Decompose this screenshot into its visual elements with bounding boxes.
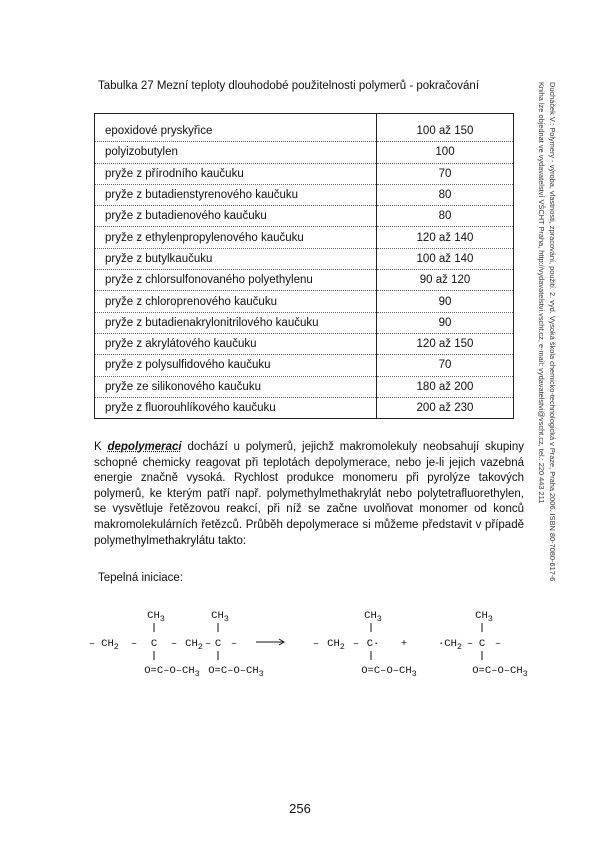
bond-dash: – xyxy=(230,638,238,650)
table-row xyxy=(95,333,514,354)
table-row xyxy=(95,270,514,291)
bond-dash: – xyxy=(170,638,178,650)
table-row xyxy=(95,291,514,312)
page-number: 256 xyxy=(289,801,311,816)
carbon-radical: C· xyxy=(366,638,380,650)
table-row xyxy=(95,248,514,269)
temperature-value: 70 xyxy=(377,163,514,184)
temperature-value: 90 xyxy=(377,312,514,333)
table-row xyxy=(95,163,514,184)
bond-dash: – xyxy=(466,638,474,650)
ester-group: $O=C-O-CH_3$ xyxy=(361,665,417,679)
bond-dash: – xyxy=(204,638,212,650)
temperature-value: 80 xyxy=(377,184,514,205)
table-row xyxy=(95,376,514,397)
table-spacer xyxy=(377,114,514,122)
bond-dash: – xyxy=(88,638,96,650)
ester-group: $O=C-O-CH_3$ xyxy=(472,665,528,679)
table-row xyxy=(95,397,514,418)
depolymerization-paragraph xyxy=(94,440,524,549)
temperature-value: 100 xyxy=(377,142,514,163)
temperature-value: 180 až 200 xyxy=(377,376,514,397)
ch3-group: $CH_3$ xyxy=(475,610,493,624)
temperature-value: 70 xyxy=(377,355,514,376)
temperature-value: 80 xyxy=(377,206,514,227)
ch2-group: $CH_2$ xyxy=(101,638,119,652)
polymer-name: pryže z butadienstyrenového kaučuku xyxy=(95,184,377,205)
polymer-name: pryže z akrylátového kaučuku xyxy=(95,333,377,354)
polymer-name: polyizobutylen xyxy=(95,142,377,163)
bond-dash: – xyxy=(494,638,502,650)
ch2-radical-group: $\cdot CH_2$ xyxy=(437,638,463,652)
bond-dash: – xyxy=(312,638,320,650)
carbon: C xyxy=(150,638,158,650)
polymer-name: pryže z ethylenpropylenového kaučuku xyxy=(95,227,377,248)
polymer-name: pryže z chloroprenového kaučuku xyxy=(95,291,377,312)
ch3-group: $CH_3$ xyxy=(364,610,382,624)
ester-group: $O=C-O-CH_3$ xyxy=(144,665,200,679)
table-row xyxy=(95,227,514,248)
temperature-value: 120 až 150 xyxy=(377,333,514,354)
plus-sign: + xyxy=(400,638,408,650)
paragraph-body: dochází u polymerů, jejichž makromolekuly neobsahují skupiny schopné chemicky reagovat při teplotách depolymerace, nebo je-li jejich vazebná energie značně vysoká. Rychlost produkce monomeru při pyrolýze takových polymerů, ke kterým patří např. polymethylmethakrylát nebo polytetrafluorethylen, se vysvětluje řetězovou reakcí, při níž se začne uvolňovat monomer od konců makromolekulárních řetězců. Průběh depolymerace si můžeme představit v případě polymethylmethakrylátu takto: xyxy=(94,441,524,547)
ch3-group: $CH_3$ xyxy=(147,610,165,624)
table-row xyxy=(95,206,514,227)
polymer-name: pryže z polysulfidového kaučuku xyxy=(95,355,377,376)
depolymerization-reaction xyxy=(84,606,544,686)
ch3-group: $CH_3$ xyxy=(211,610,229,624)
polymer-name: pryže z butadienového kaučuku xyxy=(95,206,377,227)
table-row xyxy=(95,355,514,376)
table-spacer xyxy=(95,114,377,122)
paragraph-lead: K xyxy=(94,441,108,453)
temperature-value: 100 až 140 xyxy=(377,248,514,269)
table-caption: Tabulka 27 Mezní teploty dlouhodobé použitelnosti polymerů - pokračování xyxy=(98,80,480,92)
citation-sidenote xyxy=(536,82,558,722)
term-depolymeraci: depolymeraci xyxy=(107,441,182,453)
table-row xyxy=(95,312,514,333)
polymer-name: pryže z chlorsulfonovaného polyethylenu xyxy=(95,270,377,291)
polymer-name: pryže z butylkaučuku xyxy=(95,248,377,269)
polymer-name: pryže z fluorouhlíkového kaučuku xyxy=(105,402,276,414)
ch2-group: $CH_2$ xyxy=(185,638,203,652)
table-row xyxy=(95,184,514,205)
carbon: C xyxy=(214,638,222,650)
temperature-table xyxy=(94,113,514,419)
carbon: C xyxy=(478,638,486,650)
temperature-value: 200 až 230 xyxy=(377,397,514,418)
order-info-line: Kniha lze objednat ve vydavatelství VŠCHT Praha, http://vydavatelstvi.vscht.cz, e-mail: vydavatelstvi@vscht.cz, tel.: 220 443 211 xyxy=(537,82,546,504)
temperature-value: 90 xyxy=(377,291,514,312)
ch2-group: $CH_2$ xyxy=(327,638,345,652)
temperature-value: 100 až 150 xyxy=(377,121,514,142)
thermal-initiation-heading: Tepelná iniciace: xyxy=(98,572,184,584)
bond-dash: – xyxy=(130,638,138,650)
temperature-value: 90 až 120 xyxy=(377,270,514,291)
table-row xyxy=(95,121,514,142)
table-row xyxy=(95,142,514,163)
polymer-name: pryže z přírodního kaučuku xyxy=(95,163,377,184)
polymer-name: epoxidové pryskyřice xyxy=(95,121,377,142)
citation-line: Ducháček V.: Polymery - výroba, vlastnosti, zpracování, použití. 2. vyd. Vysoká škola chemicko-technologická v Praze, Praha 2006. ISBN 80-7080-617-6 xyxy=(548,82,557,582)
ester-group: $O=C-O-CH_3$ xyxy=(208,665,264,679)
polymer-name: pryže z butadienakrylonitrilového kaučuku xyxy=(95,312,377,333)
polymer-name: pryže ze silikonového kaučuku xyxy=(95,376,377,397)
temperature-value: 120 až 140 xyxy=(377,227,514,248)
bond-dash: – xyxy=(352,638,360,650)
